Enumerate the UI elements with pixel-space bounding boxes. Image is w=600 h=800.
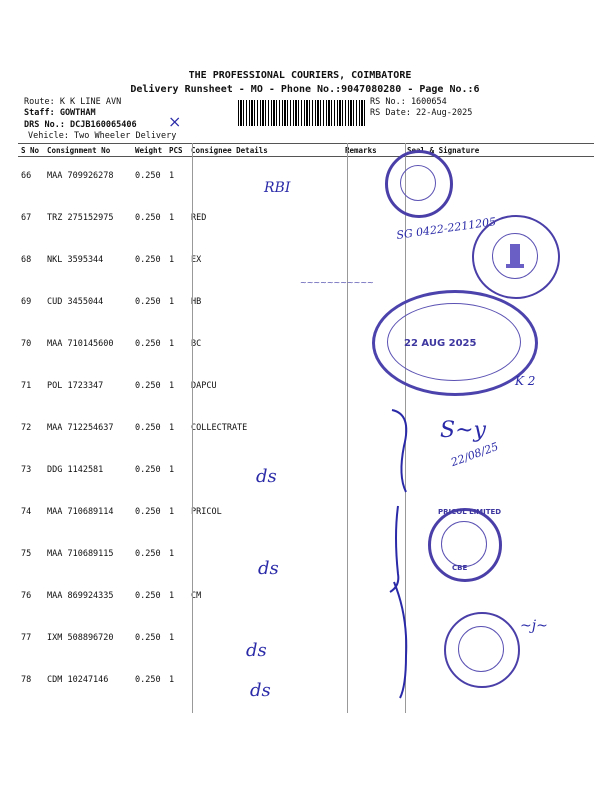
col-consignee: Consignee Details	[188, 144, 342, 157]
table-row	[18, 535, 594, 577]
row-consignee: BC	[191, 338, 202, 349]
rs-date: RS Date: 22-Aug-2025	[370, 108, 473, 118]
row-consignment: MAA 710689115	[47, 548, 114, 559]
row-sno: 70	[21, 338, 32, 349]
row-weight: 0.250	[135, 590, 161, 601]
row-weight: 0.250	[135, 632, 161, 643]
row-weight: 0.250	[135, 674, 161, 685]
col-pcs: PCS	[166, 144, 188, 157]
col-seal-signature: Seal & Signature	[404, 144, 594, 157]
handwritten-phone: SG 0422-2211205	[395, 215, 497, 242]
row-pcs: 1	[169, 674, 175, 685]
row-sno: 78	[21, 674, 32, 685]
row-seal	[404, 409, 594, 451]
row-consignment: TRZ 275152975	[47, 212, 114, 223]
row-consignment: MAA 710689114	[47, 506, 114, 517]
row-weight: 0.250	[135, 296, 161, 307]
row-seal	[404, 451, 594, 493]
row-pcs: 1	[169, 380, 175, 391]
row-consignment: MAA 709926278	[47, 171, 114, 181]
row-weight: 0.250	[135, 464, 161, 475]
bank-stamp	[385, 150, 453, 218]
row-pcs: 1	[169, 296, 175, 307]
row-consignee: PRICOL	[191, 506, 222, 517]
row-consignment: MAA 869924335	[47, 590, 114, 601]
x-mark: ×	[168, 112, 182, 131]
row-sno: 69	[21, 296, 32, 307]
signature-small: ~j~	[520, 618, 548, 634]
row-sno: 74	[21, 506, 32, 517]
investment-stamp	[444, 612, 520, 688]
divider-consignee	[192, 143, 193, 713]
row-remarks	[342, 241, 404, 283]
pricol-stamp-city: CBE	[452, 564, 468, 572]
row-weight: 0.250	[135, 548, 161, 559]
row-weight: 0.250	[135, 380, 161, 391]
row-sno: 76	[21, 590, 32, 601]
bracket-marks	[384, 406, 424, 706]
row-consignment: MAA 710145600	[47, 338, 114, 349]
row-pcs: 1	[169, 464, 175, 475]
table-row	[18, 157, 594, 199]
row-consignment: NKL 3595344	[47, 254, 104, 265]
row-weight: 0.250	[135, 506, 161, 517]
row-seal	[404, 577, 594, 619]
tamil-stamp-text: ~~~~~~~~~~~	[300, 278, 374, 287]
col-sno: S No	[18, 144, 44, 157]
staff-label: Staff: GOWTHAM	[24, 108, 96, 118]
row-weight: 0.250	[135, 212, 161, 223]
row-sno: 73	[21, 464, 32, 475]
ds-mark-3: ds	[246, 640, 267, 661]
pricol-stamp-text: PRICOL LIMITED	[438, 508, 502, 516]
row-pcs: 1	[169, 632, 175, 643]
handwritten-k2: K 2	[515, 374, 536, 388]
row-pcs: 1	[169, 338, 175, 349]
row-consignee: DAPCU	[191, 380, 217, 391]
rs-number: RS No.: 1600654	[370, 97, 447, 107]
row-consignment: IXM 508896720	[47, 632, 114, 643]
row-consignment: CDM 10247146	[47, 674, 109, 685]
row-pcs: 1	[169, 254, 175, 265]
row-consignee: HB	[191, 296, 202, 307]
row-consignment: MAA 712254637	[47, 422, 114, 433]
col-weight: Weight	[132, 144, 166, 157]
ds-mark-2: ds	[258, 558, 279, 579]
row-pcs: 1	[169, 422, 175, 433]
company-title: THE PROFESSIONAL COURIERS, COIMBATORE	[188, 70, 412, 81]
table-row	[18, 493, 594, 535]
row-consignee: RED	[191, 212, 207, 223]
table-row	[18, 577, 594, 619]
row-weight: 0.250	[135, 171, 161, 181]
row-pcs: 1	[169, 548, 175, 559]
table-row	[18, 451, 594, 493]
table-row	[18, 409, 594, 451]
row-sno: 68	[21, 254, 32, 265]
government-seal	[472, 215, 560, 299]
row-sno: 77	[21, 632, 32, 643]
stamp-date: 22 AUG 2025	[404, 338, 477, 349]
row-consignment: CUD 3455044	[47, 296, 104, 307]
row-pcs: 1	[169, 590, 175, 601]
row-weight: 0.250	[135, 422, 161, 433]
row-weight: 0.250	[135, 338, 161, 349]
signature-scribble: S~y	[440, 418, 486, 443]
row-consignee: COLLECTRATE	[191, 422, 248, 433]
table-header-row	[18, 144, 594, 157]
row-consignee: EX	[191, 254, 202, 265]
handwritten-note-rbi: RBI	[264, 180, 291, 196]
vehicle-label: Vehicle: Two Wheeler Delivery	[28, 131, 177, 141]
row-pcs: 1	[169, 212, 175, 223]
row-sno: 71	[21, 380, 32, 391]
col-consignment: Consignment No	[44, 144, 132, 157]
ds-mark-4: ds	[250, 680, 271, 701]
row-sno: 72	[21, 422, 32, 433]
row-sno: 67	[21, 212, 32, 223]
divider-remarks	[347, 143, 348, 713]
ds-mark-1: ds	[256, 466, 277, 487]
barcode	[238, 100, 366, 126]
row-consignee: CM	[191, 590, 202, 601]
row-sno: 66	[21, 171, 32, 181]
row-pcs: 1	[169, 506, 175, 517]
row-sno: 75	[21, 548, 32, 559]
handwritten-date: 22/08/25	[449, 439, 501, 470]
row-weight: 0.250	[135, 254, 161, 265]
emblem-icon	[493, 234, 537, 278]
runsheet-title: Delivery Runsheet - MO - Phone No.:9047080280 - Page No.:6	[130, 84, 480, 95]
route-label: Route: K K LINE AVN	[24, 97, 122, 107]
drs-number: DRS No.: DCJB160065406	[24, 120, 137, 130]
col-remarks: Remarks	[342, 144, 404, 157]
row-consignment: POL 1723347	[47, 380, 104, 391]
row-pcs: 1	[169, 171, 175, 181]
row-consignment: DDG 1142581	[47, 464, 104, 475]
